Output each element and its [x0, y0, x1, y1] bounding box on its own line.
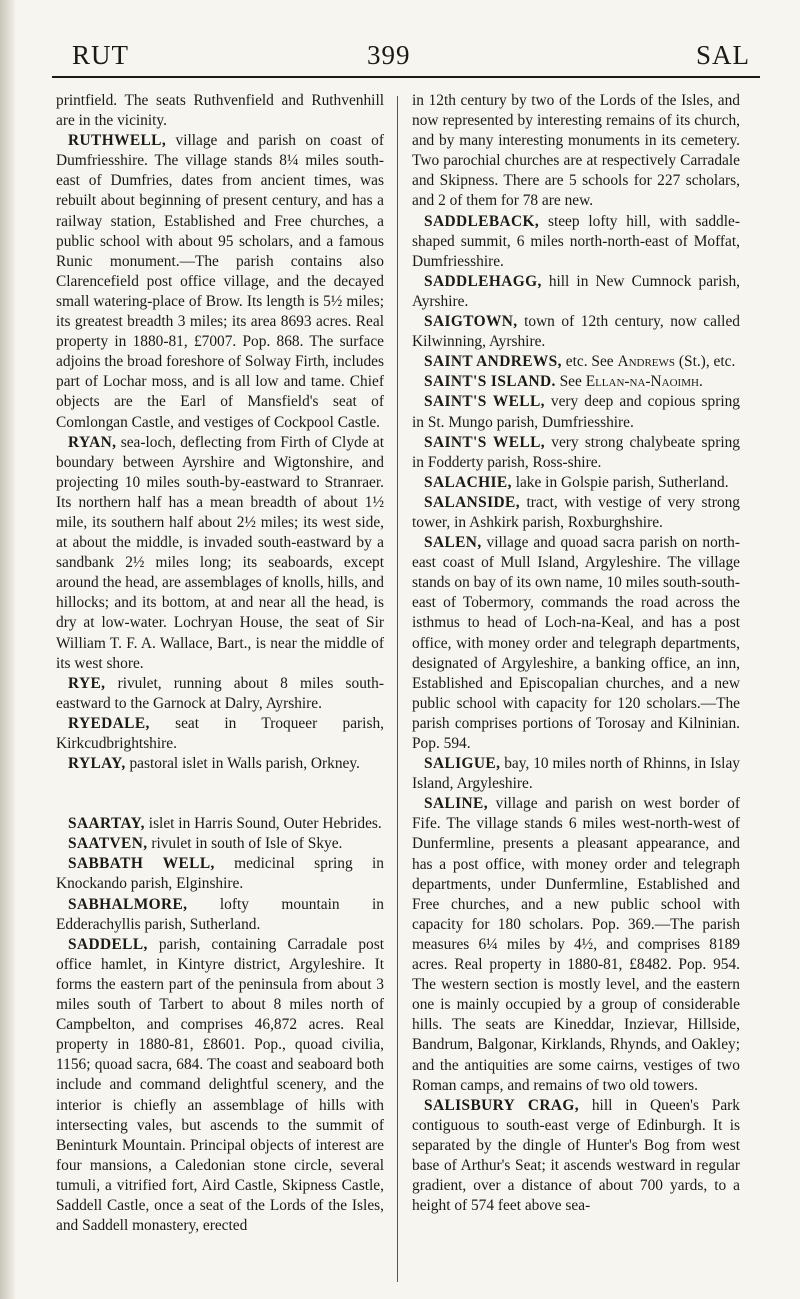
entry-text: village and parish on west border of Fife. The village stands 6 miles west-north-west of Dunfermline, presents a pleasant appearance, and has a post office, with money order and telegraph departments, under Dunfermline, Established and Free churches, and a new public school with capacity for 180 scholars. Pop. 369.—The parish measures 6¼ miles by 4½, and comprises 8189 acres. Real property in 1880-81, £8482. Pop. 954. The western section is mostly level, and the eastern one is mainly occupied by a group of considerable hills. The seats are Kineddar, Inzievar, Hillside, Bandrum, Balgonar, Kirklands, Rhynds, and Oakley; and the antiquities are some cairns, vestiges of two Roman camps, and remains of two old towers. [412, 795, 740, 1094]
cross-reference: Andrews [617, 353, 676, 371]
entry-text: town of 12th century, now called Kilwinning, Ayrshire. [412, 313, 740, 351]
entry-headword: SALANSIDE, [424, 493, 520, 511]
header-rule [52, 76, 760, 78]
gazetteer-entry [412, 1096, 740, 1217]
entry-text: See [559, 373, 582, 391]
entry-text: sea-loch, deflecting from Firth of Clyde at boundary between Ayrshire and Wigtonshire, and projecting 10 miles south-by-eastward to Stranraer. Its northern half has a mean breadth of about 1½ mile, its southern half about 2½ miles; its west side, at about the middle, is invaded south-eastward by a sandbank 2½ miles long; its seaboards, except around the head, are assemblages of knolls, hills, and hillocks; and its bottom, at and near all the head, is dry at low-water. Lochryan House, the seat of Sir William T. F. A. Wallace, Bart., is near the middle of its west shore. [56, 433, 384, 672]
page-spine-shadow [0, 0, 16, 1299]
entry-headword: SAIGTOWN, [424, 313, 518, 331]
entry-text: bay, 10 miles north of Rhinns, in Islay Island, Argyleshire. [412, 755, 740, 793]
gazetteer-entry [56, 91, 384, 131]
entry-headword: RYAN, [68, 433, 117, 451]
gazetteer-entry [412, 493, 740, 533]
entry-headword: SADDLEBACK, [424, 212, 540, 230]
entry-headword: SADDELL, [68, 935, 148, 953]
entry-text: hill in New Cumnock parish, Ayrshire. [412, 272, 740, 310]
gazetteer-entry [56, 714, 384, 754]
entry-headword: SALACHIE, [424, 473, 512, 491]
gazetteer-entry [56, 131, 384, 432]
entry-headword: SAINT'S WELL, [424, 393, 545, 411]
entry-text: seat in Troqueer parish, Kirkcudbrightshire. [56, 714, 384, 752]
gazetteer-entry [56, 854, 384, 894]
cross-reference-suffix: (St.), etc. [675, 353, 736, 371]
gazetteer-entry [412, 754, 740, 794]
entry-text: parish, containing Carradale post office hamlet, in Kintyre district, Argyleshire. It forms the eastern part of the peninsula from about 3 miles south of Tarbert to about 8 miles north of Campbelton, and comprises 46,872 acres. Real property in 1880-81, £8601. Pop., quoad civilia, 1156; quoad sacra, 684. The coast and seaboard both include and command delightful scenery, and the interior is chiefly an assemblage of hills with intersecting vales, but ascends to the summit of Beninturk Mountain. Principal objects of interest are four mansions, a Caledonian stone circle, several tumuli, a vitrified fort, Aird Castle, Skipness Castle, Saddell Castle, once a seat of the Lords of the Isles, and Saddell monastery, erected [56, 935, 384, 1235]
gazetteer-entry [412, 272, 740, 312]
gazetteer-entry [56, 895, 384, 935]
entry-headword: RYLAY, [68, 755, 126, 773]
gazetteer-entry [412, 473, 740, 493]
entry-text: hill in Queen's Park contiguous to south-east verge of Edinburgh. It is separated by the dingle of Hunter's Bog from west base of Arthur's Seat; it ascends westward in regular gradient, over a distance of about 700 yards, to a height of 574 feet above sea- [412, 1096, 740, 1215]
gazetteer-entry [56, 433, 384, 674]
entry-headword: SAARTAY, [68, 815, 145, 833]
entry-headword: SADDLEHAGG, [424, 272, 542, 290]
entry-text: village and quoad sacra parish on north-east coast of Mull Island, Argyleshire. The village stands on bay of its own name, 10 miles south-south-east of Tobermory, commands the road across the isthmus to head of Loch-na-Keal, and has a post office, with money order and telegraph departments, designated of Argyleshire, a banking office, an inn, Established and Episcopalian churches, and a new public school with capacity for 120 scholars.—The parish comprises portions of Torosay and Kilninian. Pop. 594. [412, 534, 740, 752]
entry-headword: RYEDALE, [68, 714, 150, 732]
entry-text: islet in Harris Sound, Outer Hebrides. [148, 815, 382, 833]
entry-text: steep lofty hill, with saddle-shaped summit, 6 miles north-north-east of Moffat, Dumfriesshire. [412, 212, 740, 270]
entry-text: tract, with vestige of very strong tower, in Ashkirk parish, Roxburghshire. [412, 493, 740, 531]
entry-headword: RUTHWELL, [68, 132, 167, 150]
gazetteer-entry [56, 674, 384, 714]
entry-text: rivulet in south of Isle of Skye. [151, 835, 343, 853]
column-divider [397, 96, 398, 1282]
entry-text: pastoral islet in Walls parish, Orkney. [129, 755, 360, 773]
entry-text: lofty mountain in Edderachyllis parish, Sutherland. [56, 895, 384, 933]
gazetteer-entry [412, 372, 740, 392]
entry-text: in 12th century by two of the Lords of the Isles, and now represented by interesting remains of its church, and by many interesting monuments in its cemetery. Two parochial churches are at respectively Carradale and Skipness. There are 5 schools for 227 scholars, and 2 of them for 78 are new. [412, 92, 740, 210]
entry-headword: SALISBURY CRAG, [424, 1096, 579, 1114]
entry-text: rivulet, running about 8 miles south-eastward to the Garnock at Dalry, Ayrshire. [56, 674, 384, 712]
entry-text: lake in Golspie parish, Sutherland. [515, 473, 729, 491]
entry-text: medicinal spring in Knockando parish, Elginshire. [56, 855, 384, 893]
gazetteer-entry [56, 834, 384, 854]
gazetteer-entry [412, 312, 740, 352]
gazetteer-entry [412, 392, 740, 432]
gazetteer-entry [412, 91, 740, 212]
entry-text: very strong chalybeate spring in Fodderty parish, Ross-shire. [412, 433, 740, 471]
entry-text: etc. See [565, 353, 614, 371]
entry-headword: SABBATH WELL, [68, 855, 215, 873]
gazetteer-entry [412, 433, 740, 473]
entry-headword: SAATVEN, [68, 835, 148, 853]
running-header [52, 40, 760, 74]
header-left-guideword: RUT [72, 40, 129, 70]
gazetteer-entry [412, 794, 740, 1095]
entry-text: very deep and copious spring in St. Mungo parish, Dumfriesshire. [412, 393, 740, 431]
entry-text: village and parish on coast of Dumfriesshire. The village stands 8¼ miles south-east of Dumfries, dates from ancient times, was rebuilt about beginning of present century, and has a railway station, Established and Free churches, a public school with about 95 scholars, and a famous Runic monument.—The parish contains also Clarencefield post office village, and the decayed small watering-place of Brow. Its length is 5½ miles; its greatest breadth 3 miles; its area 8693 acres. Real property in 1880-81, £7007. Pop. 868. The surface adjoins the broad foreshore of Solway Firth, includes part of Lochar moss, and is all low and tame. Chief objects are the Earl of Mansfield's seat of Comlongan Castle, and vestiges of Cockpool Castle. [56, 132, 384, 431]
entry-headword: SAINT'S ISLAND. [424, 373, 556, 391]
entry-headword: RYE, [68, 674, 106, 692]
gazetteer-entry [412, 352, 740, 372]
entry-headword: SALEN, [424, 534, 482, 552]
gazetteer-entry [56, 754, 384, 774]
cross-reference: Ellan-na-Naoimh. [585, 373, 703, 391]
gazetteer-entry [412, 212, 740, 272]
entry-headword: SAINT'S WELL, [424, 433, 546, 451]
page-number: 399 [367, 40, 411, 70]
entry-headword: SAINT ANDREWS, [424, 353, 562, 371]
gazetteer-entry [56, 814, 384, 834]
entry-headword: SALINE, [424, 795, 488, 813]
entry-text: printfield. The seats Ruthvenfield and Ruthvenhill are in the vicinity. [56, 92, 384, 130]
header-right-guideword: SAL [695, 40, 750, 70]
left-column [56, 91, 384, 1281]
right-column [412, 91, 740, 1281]
gazetteer-entry [56, 935, 384, 1236]
gazetteer-entry [412, 533, 740, 754]
entry-headword: SALIGUE, [424, 755, 501, 773]
entry-headword: SABHALMORE, [68, 895, 188, 913]
